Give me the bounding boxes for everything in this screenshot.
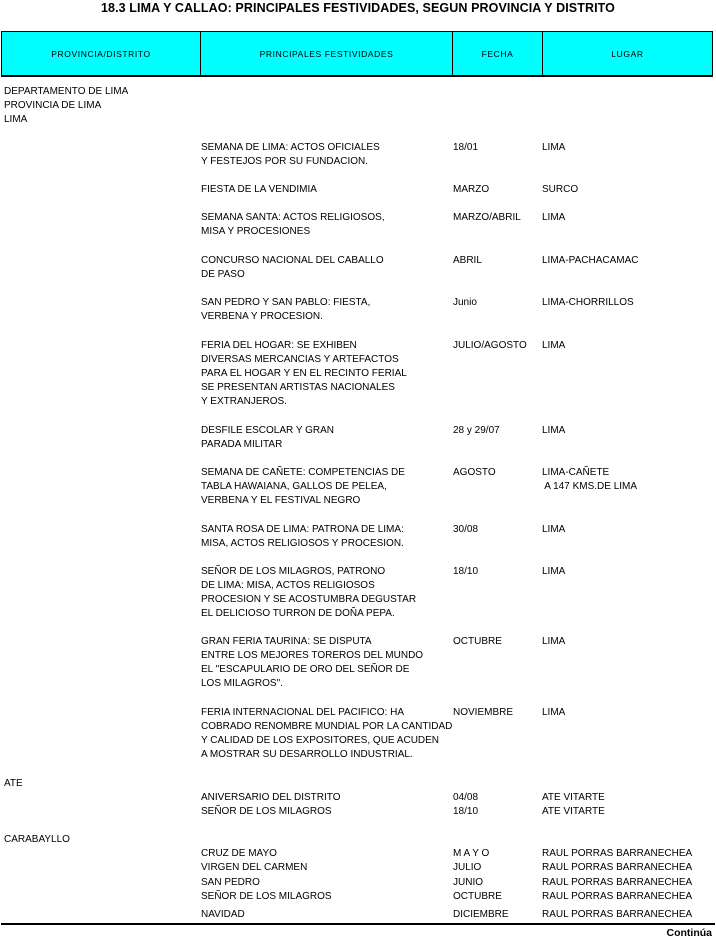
festividad-cell: SAN PEDRO Y SAN PABLO: FIESTA, VERBENA Y PROCESION. (201, 297, 371, 322)
lugar-cell: LIMA (542, 425, 566, 436)
fecha-cell: 18/10 (453, 806, 479, 817)
fecha-cell: 28 y 29/07 (453, 425, 500, 436)
fecha-cell: JUNIO (453, 877, 483, 888)
continued-label: Continúa (666, 927, 712, 939)
fecha-cell: OCTUBRE (453, 636, 502, 647)
festividad-cell: CRUZ DE MAYO (201, 848, 277, 859)
lugar-cell: RAUL PORRAS BARRANECHEA (542, 848, 693, 859)
festividad-cell: SEMANA DE CAÑETE: COMPETENCIAS DE TABLA HAWAIANA, GALLOS DE PELEA, VERBENA Y EL FESTIVAL NEGRO (201, 467, 405, 506)
lugar-cell: LIMA (542, 636, 566, 647)
fecha-cell: 18/01 (453, 142, 479, 153)
lugar-cell: ATE VITARTE (542, 792, 605, 803)
lugar-cell: LIMA-CAÑETE A 147 KMS.DE LIMA (542, 467, 638, 492)
festividad-cell: FIESTA DE LA VENDIMIA (201, 184, 317, 195)
page-title: 18.3 LIMA Y CALLAO: PRINCIPALES FESTIVIDADES, SEGUN PROVINCIA Y DISTRITO (101, 1, 615, 15)
fecha-cell: MARZO (453, 184, 490, 195)
fecha-cell: AGOSTO (453, 467, 496, 478)
festividad-cell: VIRGEN DEL CARMEN (201, 862, 308, 873)
festividad-cell: SEMANA SANTA: ACTOS RELIGIOSOS, MISA Y PROCESIONES (201, 212, 385, 237)
lugar-cell: RAUL PORRAS BARRANECHEA (542, 862, 693, 873)
fecha-cell: 04/08 (453, 792, 479, 803)
festividad-cell: NAVIDAD (201, 909, 245, 920)
festividad-cell: FERIA INTERNACIONAL DEL PACIFICO: HA COBRADO RENOMBRE MUNDIAL POR LA CANTIDAD Y CALIDAD DE LOS EXPOSITORES, QUE ACUDEN A MOSTRAR SU DESARROLLO INDUSTRIAL. (201, 707, 453, 760)
table-header (1, 31, 713, 77)
lugar-cell: RAUL PORRAS BARRANECHEA (542, 877, 693, 888)
column-header-fecha: FECHA (452, 32, 542, 75)
festividad-cell: SEÑOR DE LOS MILAGROS (201, 891, 332, 902)
festividad-cell: SEMANA DE LIMA: ACTOS OFICIALES Y FESTEJOS POR SU FUNDACION. (201, 142, 380, 167)
festividad-cell: SANTA ROSA DE LIMA: PATRONA DE LIMA: MISA, ACTOS RELIGIOSOS Y PROCESION. (201, 524, 404, 549)
lugar-cell: LIMA (542, 340, 566, 351)
lugar-cell: LIMA (542, 142, 566, 153)
lugar-cell: LIMA (542, 566, 566, 577)
lugar-cell: LIMA-CHORRILLOS (542, 297, 634, 308)
lugar-cell: LIMA-PACHACAMAC (542, 255, 639, 266)
bottom-divider (1, 923, 715, 925)
column-header-provincia: PROVINCIA/DISTRITO (1, 32, 200, 75)
group-heading-carabayllo: CARABAYLLO (4, 834, 70, 845)
fecha-cell: 30/08 (453, 524, 479, 535)
fecha-cell: JULIO (453, 862, 482, 873)
festividad-cell: ANIVERSARIO DEL DISTRITO (201, 792, 341, 803)
column-header-lugar: LUGAR (542, 32, 713, 75)
festividad-cell: DESFILE ESCOLAR Y GRAN PARADA MILITAR (201, 425, 335, 450)
festividad-cell: SAN PEDRO (201, 877, 260, 888)
fecha-cell: OCTUBRE (453, 891, 502, 902)
fecha-cell: ABRIL (453, 255, 482, 266)
festividad-cell: SEÑOR DE LOS MILAGROS (201, 806, 332, 817)
lugar-cell: ATE VITARTE (542, 806, 605, 817)
lugar-cell: SURCO (542, 184, 579, 195)
group-heading-ate: ATE (4, 778, 23, 789)
lugar-cell: LIMA (542, 524, 566, 535)
lugar-cell: LIMA (542, 707, 566, 718)
fecha-cell: DICIEMBRE (453, 909, 509, 920)
festividad-cell: GRAN FERIA TAURINA: SE DISPUTA ENTRE LOS MEJORES TOREROS DEL MUNDO EL "ESCAPULARIO DE ORO DEL SEÑOR DE LOS MILAGROS". (201, 636, 424, 689)
group-heading-lima: DEPARTAMENTO DE LIMA PROVINCIA DE LIMA LIMA (4, 86, 129, 125)
fecha-cell: MARZO/ABRIL (453, 212, 521, 223)
lugar-cell: LIMA (542, 212, 566, 223)
fecha-cell: 18/10 (453, 566, 479, 577)
festividad-cell: FERIA DEL HOGAR: SE EXHIBEN DIVERSAS MERCANCIAS Y ARTEFACTOS PARA EL HOGAR Y EN EL RECINTO FERIAL SE PRESENTAN ARTISTAS NACIONALES Y EXTRANJEROS. (201, 340, 407, 407)
lugar-cell: RAUL PORRAS BARRANECHEA (542, 891, 693, 902)
fecha-cell: M A Y O (453, 848, 490, 859)
fecha-cell: NOVIEMBRE (453, 707, 514, 718)
lugar-cell: RAUL PORRAS BARRANECHEA (542, 909, 693, 920)
column-header-festividades: PRINCIPALES FESTIVIDADES (200, 32, 452, 75)
festividad-cell: SEÑOR DE LOS MILAGROS, PATRONO DE LIMA: MISA, ACTOS RELIGIOSOS PROCESION Y SE ACOSTUMBRA DEGUSTAR EL DELICIOSO TURRON DE DOÑA PEPA. (201, 566, 417, 619)
festividad-cell: CONCURSO NACIONAL DEL CABALLO DE PASO (201, 255, 384, 280)
fecha-cell: Junio (453, 297, 477, 308)
fecha-cell: JULIO/AGOSTO (453, 340, 527, 351)
